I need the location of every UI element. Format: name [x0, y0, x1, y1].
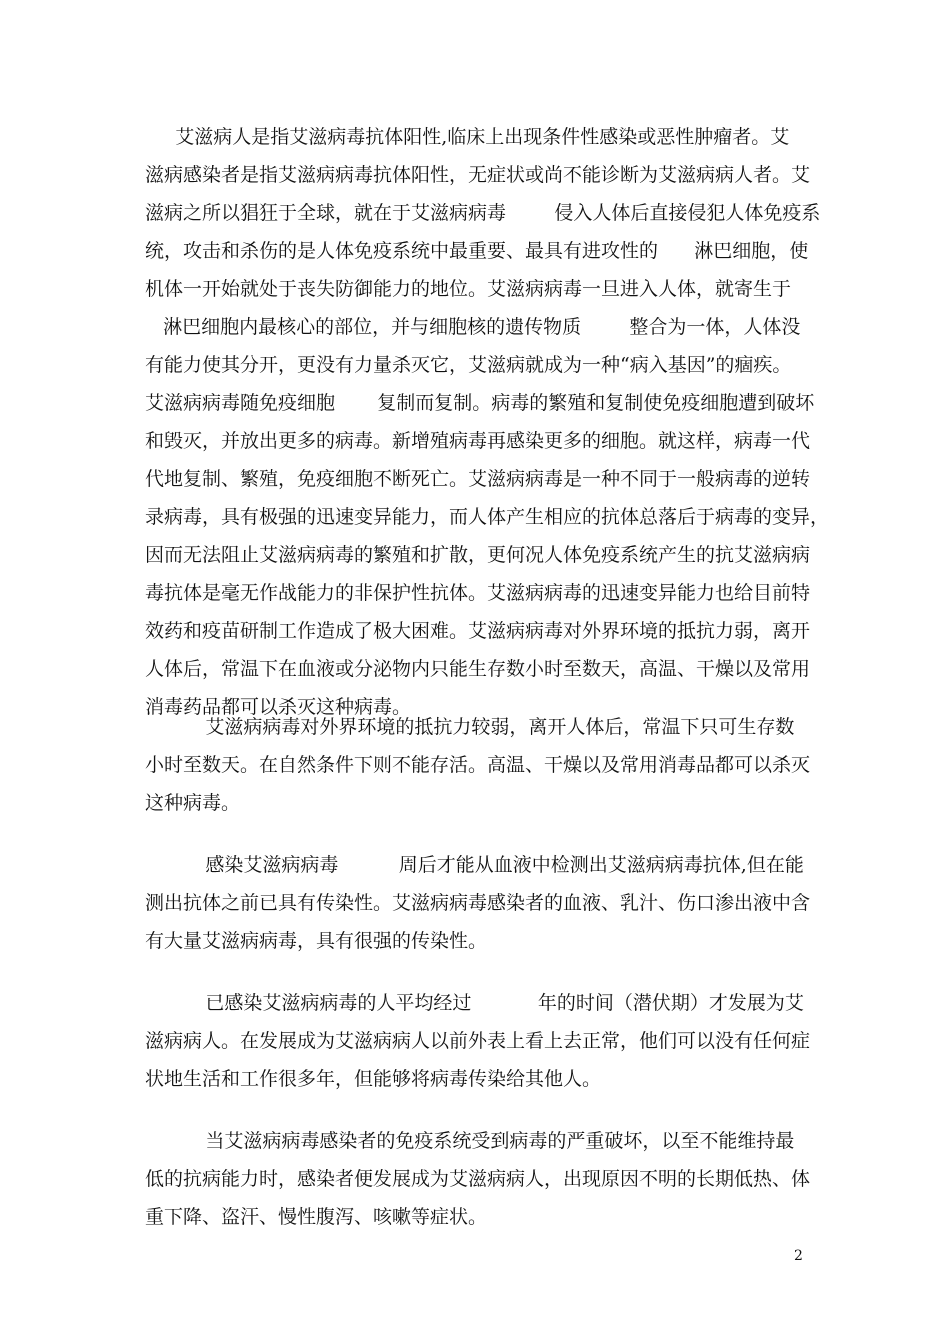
- text-line: 淋巴细胞内最核心的部位，并与细胞核的遗传物质 整合为一体，人体没: [145, 316, 801, 338]
- text-line: 测出抗体之前已具有传染性。艾滋病病毒感染者的血液、乳汁、伤口渗出液中含: [145, 892, 811, 914]
- text-line: 艾滋病病毒对外界环境的抵抗力较弱，离开人体后，常温下只可生存数: [145, 716, 795, 738]
- text-line: 重下降、盗汗、慢性腹泻、咳嗽等症状。: [145, 1206, 488, 1228]
- text-line: 滋病病人。在发展成为艾滋病病人以前外表上看上去正常，他们可以没有任何症: [145, 1030, 811, 1052]
- text-line: 当艾滋病病毒感染者的免疫系统受到病毒的严重破坏，以至不能维持最: [145, 1130, 795, 1152]
- text-line: 有大量艾滋病病毒，具有很强的传染性。: [145, 930, 488, 952]
- text-line: 感染艾滋病病毒 周后才能从血液中检测出艾滋病病毒抗体,但在能: [145, 854, 804, 876]
- text-line: 代地复制、繁殖，免疫细胞不断死亡。艾滋病病毒是一种不同于一般病毒的逆转: [145, 468, 811, 490]
- paragraph-symptoms: [145, 1122, 815, 1236]
- paragraph-virus-resistance: [145, 708, 815, 822]
- text-line: 效药和疫苗研制工作造成了极大困难。艾滋病病毒对外界环境的抵抗力弱，离开: [145, 620, 811, 642]
- text-line: 消毒药品都可以杀灭这种病毒。: [145, 696, 412, 718]
- text-line: 机体一开始就处于丧失防御能力的地位。艾滋病病毒一旦进入人体，就寄生于: [145, 278, 792, 300]
- text-line: 状地生活和工作很多年，但能够将病毒传染给其他人。: [145, 1068, 602, 1090]
- text-line: 滋病之所以猖狂于全球，就在于艾滋病病毒 侵入人体后直接侵犯人体免疫系: [145, 202, 821, 224]
- text-line: 因而无法阻止艾滋病病毒的繁殖和扩散，更何况人体免疫系统产生的抗艾滋病病: [145, 544, 811, 566]
- text-line: 人体后，常温下在血液或分泌物内只能生存数小时至数天，高温、干燥以及常用: [145, 658, 811, 680]
- paragraph-aids-definition: [145, 118, 830, 726]
- text-line: 已感染艾滋病病毒的人平均经过 年的时间（潜伏期）才发展为艾: [145, 992, 804, 1014]
- text-line: 和毁灭，并放出更多的病毒。新增殖病毒再感染更多的细胞。就这样，病毒一代: [145, 430, 811, 452]
- text-line: 录病毒，具有极强的迅速变异能力，而人体产生相应的抗体总落后于病毒的变异，: [145, 506, 830, 528]
- text-line: 低的抗病能力时，感染者便发展成为艾滋病病人，出现原因不明的长期低热、体: [145, 1168, 811, 1190]
- paragraph-window-period: [145, 846, 815, 960]
- text-line: 滋病感染者是指艾滋病病毒抗体阳性，无症状或尚不能诊断为艾滋病病人者。艾: [145, 164, 811, 186]
- text-line: 毒抗体是毫无作战能力的非保护性抗体。艾滋病病毒的迅速变异能力也给目前特: [145, 582, 811, 604]
- text-line: 小时至数天。在自然条件下则不能存活。高温、干燥以及常用消毒品都可以杀灭: [145, 754, 811, 776]
- text-line: 艾滋病人是指艾滋病毒抗体阳性,临床上出现条件性感染或恶性肿瘤者。艾: [145, 126, 790, 148]
- text-line: 统，攻击和杀伤的是人体免疫系统中最重要、最具有进攻性的 淋巴细胞，使: [145, 240, 809, 262]
- text-line: 有能力使其分开，更没有力量杀灭它，艾滋病就成为一种“病入基因”的痼疾。: [145, 354, 792, 376]
- paragraph-incubation-period: [145, 984, 815, 1098]
- page-number: 2: [794, 1248, 803, 1264]
- text-line: 艾滋病病毒随免疫细胞 复制而复制。病毒的繁殖和复制使免疫细胞遭到破坏: [145, 392, 815, 414]
- text-line: 这种病毒。: [145, 792, 241, 814]
